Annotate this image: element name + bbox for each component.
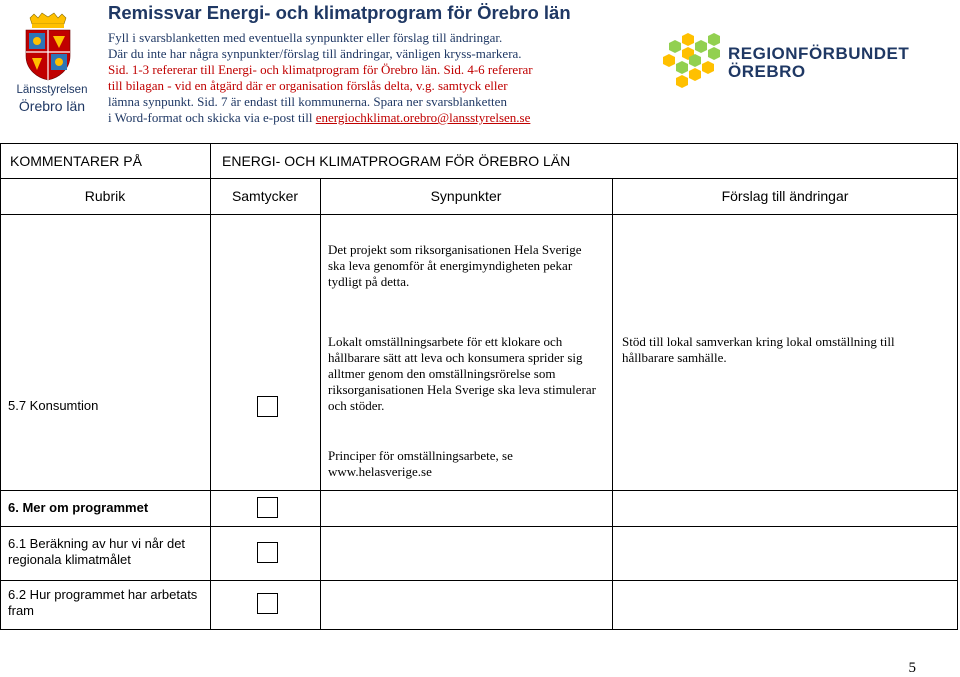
instruction-line-2: Där du inte har några synpunkter/förslag till ändringar, vänligen kryss-markera. (108, 46, 522, 61)
row-6-samtycker-checkbox[interactable] (257, 497, 278, 518)
column-header-forslag: Förslag till ändringar (721, 188, 849, 204)
row-5-7-synpunkt: Lokalt omställningsarbete för ett klokare och hållbarare sätt att leva och konsumera sprider sig alltmer genom den omställningsrörelse som riksorganisationen Hela Sverige ska leva stimulerar och stöder. (328, 334, 596, 413)
table-rule (0, 178, 958, 179)
table-border-bottom (0, 629, 958, 630)
row-5-7-samtycker-checkbox[interactable] (257, 396, 278, 417)
intro-synpunkt-text: Det projekt som riksorganisationen Hela Sverige ska leva genomför åt energimyndigheten pekar tydligt på detta. (328, 242, 582, 289)
instruction-line-4: till bilagan - vid en åtgärd där er organisation förslås delta, v.g. samtyck eller (108, 78, 508, 93)
column-header-synpunkter: Synpunkter (430, 188, 502, 204)
table-border-top (0, 143, 958, 144)
instruction-line-1: Fyll i svarsblanketten med eventuella synpunkter eller förslag till ändringar. (108, 30, 503, 45)
row-6-1-samtycker-checkbox[interactable] (257, 542, 278, 563)
instruction-line-5: lämna synpunkt. Sid. 7 är endast till kommunerna. Spara ner svarsblanketten (108, 94, 507, 109)
row-5-7-synpunkt-extra: Principer för omställningsarbete, se www.helasverige.se (328, 448, 513, 479)
instruction-line-6 (108, 110, 530, 127)
program-label: ENERGI- OCH KLIMATPROGRAM FÖR ÖREBRO LÄN (222, 153, 571, 169)
column-header-samtycker: Samtycker (231, 188, 299, 204)
logo-left-line2: Örebro län (18, 98, 86, 114)
column-divider (320, 178, 321, 630)
column-header-rubrik: Rubrik (84, 188, 126, 204)
kommentarer-label: KOMMENTARER PÅ (10, 153, 142, 169)
email-link[interactable]: energiochklimat.orebro@lansstyrelsen.se (315, 110, 531, 125)
instruction-line-3: Sid. 1-3 refererar till Energi- och klimatprogram för Örebro län. Sid. 4-6 refererar (108, 62, 533, 77)
row-6-2-rubrik: 6.2 Hur programmet har arbetats fram (8, 587, 198, 618)
table-rule (0, 580, 958, 581)
lansstyrelsen-crest-icon (20, 12, 76, 82)
logo-left-line1: Länsstyrelsen (16, 84, 88, 96)
table-border-left (0, 143, 1, 630)
row-6-1-rubrik: 6.1 Beräkning av hur vi når det regionala klimatmålet (8, 536, 186, 567)
page-number: 5 (908, 660, 916, 676)
column-divider (210, 143, 211, 630)
row-6-2-samtycker-checkbox[interactable] (257, 593, 278, 614)
logo-right-line2: ÖREBRO (728, 62, 806, 81)
page-title: Remissvar Energi- och klimatprogram för Örebro län (108, 2, 571, 23)
instruction-line-6-text: i Word-format och skicka via e-post till (108, 110, 316, 125)
table-rule (0, 526, 958, 527)
logo-right-line1: REGIONFÖRBUNDET (728, 44, 910, 63)
regionforbundet-hex-logo-icon (660, 30, 724, 90)
table-rule (0, 490, 958, 491)
table-border-right (957, 143, 958, 630)
row-6-rubrik: 6. Mer om programmet (8, 500, 149, 515)
table-rule (0, 214, 958, 215)
row-5-7-forslag: Stöd till lokal samverkan kring lokal omställning till hållbarare samhälle. (622, 334, 895, 365)
row-5-7-rubrik: 5.7 Konsumtion (8, 398, 99, 413)
column-divider (612, 178, 613, 630)
